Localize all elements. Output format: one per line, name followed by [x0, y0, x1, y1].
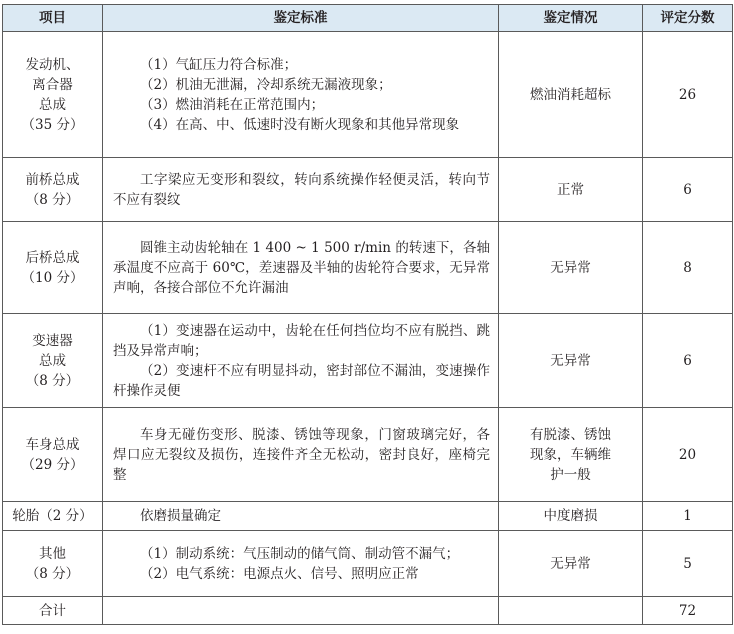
situation-cell	[499, 314, 643, 408]
item-cell	[3, 222, 103, 314]
item-cell	[3, 597, 103, 625]
header-score: 评定分数	[643, 5, 733, 32]
situation-text: 燃油消耗超标	[530, 86, 611, 103]
table-header-row	[3, 5, 733, 32]
header-situation: 鉴定情况	[499, 5, 643, 32]
standard-text: （4）在高、中、低速时没有断火现象和其他异常现象	[140, 116, 460, 133]
item-text: 其他	[39, 545, 66, 562]
standard-text: （3）燃油消耗在正常范围内；	[140, 96, 325, 113]
item-text: 总成	[39, 352, 66, 369]
situation-cell	[499, 531, 643, 597]
table-row	[3, 408, 733, 502]
standard-cell	[103, 314, 499, 408]
situation-text: 有脱漆、锈蚀	[530, 426, 611, 443]
appraisal-table	[2, 4, 733, 625]
situation-cell	[499, 502, 643, 531]
total-label: 合计	[39, 602, 66, 619]
item-text: （10 分）	[21, 269, 84, 286]
standard-cell	[103, 502, 499, 531]
standard-text: 工字梁应无变形和裂纹，转向系统操作轻便灵活，转向节不应有裂纹	[113, 171, 490, 208]
item-text: 轮胎（2 分）	[12, 508, 93, 524]
situation-text: 无异常	[550, 352, 591, 369]
item-cell	[3, 502, 103, 531]
item-text: （35 分）	[21, 116, 84, 133]
situation-text: 无异常	[550, 259, 591, 276]
score-cell: 8	[643, 222, 733, 314]
standard-text: 依磨损量确定	[140, 508, 221, 524]
standard-cell	[103, 597, 499, 625]
standard-cell	[103, 158, 499, 222]
situation-cell	[499, 597, 643, 625]
item-text: 车身总成	[25, 436, 80, 453]
standard-text: （1）变速器在运动中，齿轮在任何挡位均不应有脱挡、跳挡及异常声响；	[113, 322, 490, 359]
table-row	[3, 222, 733, 314]
item-text: （29 分）	[21, 456, 84, 473]
standard-cell	[103, 222, 499, 314]
table-row	[3, 314, 733, 408]
situation-text: 现象，车辆维	[530, 446, 611, 463]
situation-cell	[499, 32, 643, 158]
situation-cell	[499, 158, 643, 222]
table-row	[3, 158, 733, 222]
item-cell	[3, 408, 103, 502]
item-text: 总成	[39, 96, 66, 113]
item-text: （8 分）	[25, 191, 80, 208]
score-cell: 5	[643, 531, 733, 597]
situation-text: 无异常	[550, 555, 591, 572]
situation-text: 中度磨损	[543, 508, 598, 524]
item-text: 发动机、	[25, 56, 80, 73]
item-cell	[3, 531, 103, 597]
situation-cell	[499, 408, 643, 502]
header-item: 项目	[3, 5, 103, 32]
item-text: （8 分）	[25, 565, 80, 582]
item-cell	[3, 314, 103, 408]
item-text: 后桥总成	[25, 249, 80, 266]
situation-text: 护一般	[550, 466, 591, 483]
standard-cell	[103, 531, 499, 597]
standard-text: 车身无碰伤变形、脱漆、锈蚀等现象，门窗玻璃完好，各焊口应无裂纹及损伤，连接件齐全无松动，密封良好，座椅完整	[113, 426, 490, 483]
score-cell: 20	[643, 408, 733, 502]
score-cell: 6	[643, 158, 733, 222]
table-row	[3, 32, 733, 158]
standard-text: （1）制动系统：气压制动的储气筒、制动管不漏气；	[140, 545, 460, 562]
standard-text: 圆锥主动齿轮轴在 1 400 ~ 1 500 r/min 的转速下，各轴承温度不应高于 60℃，差速器及半轴的齿轮符合要求，无异常声响，各接合部位不允许漏油	[113, 239, 490, 296]
header-standard: 鉴定标准	[103, 5, 499, 32]
standard-cell	[103, 408, 499, 502]
standard-text: （1）气缸压力符合标准；	[140, 56, 298, 73]
standard-text: （2）变速杆不应有明显抖动，密封部位不漏油，变速操作杆操作灵便	[113, 362, 490, 399]
item-text: 前桥总成	[25, 171, 80, 188]
situation-cell	[499, 222, 643, 314]
table-row-total	[3, 597, 733, 625]
standard-cell	[103, 32, 499, 158]
item-text: （8 分）	[25, 372, 80, 389]
score-cell: 6	[643, 314, 733, 408]
standard-text: （2）电气系统：电源点火、信号、照明应正常	[140, 565, 419, 582]
item-cell	[3, 158, 103, 222]
total-score: 72	[643, 597, 733, 625]
item-text: 离合器	[32, 76, 73, 93]
score-cell: 1	[643, 502, 733, 531]
table-row	[3, 502, 733, 531]
situation-text: 正常	[557, 181, 584, 198]
table-row	[3, 531, 733, 597]
item-text: 变速器	[32, 332, 73, 349]
score-cell: 26	[643, 32, 733, 158]
item-cell	[3, 32, 103, 158]
standard-text: （2）机油无泄漏，冷却系统无漏液现象；	[140, 76, 392, 93]
